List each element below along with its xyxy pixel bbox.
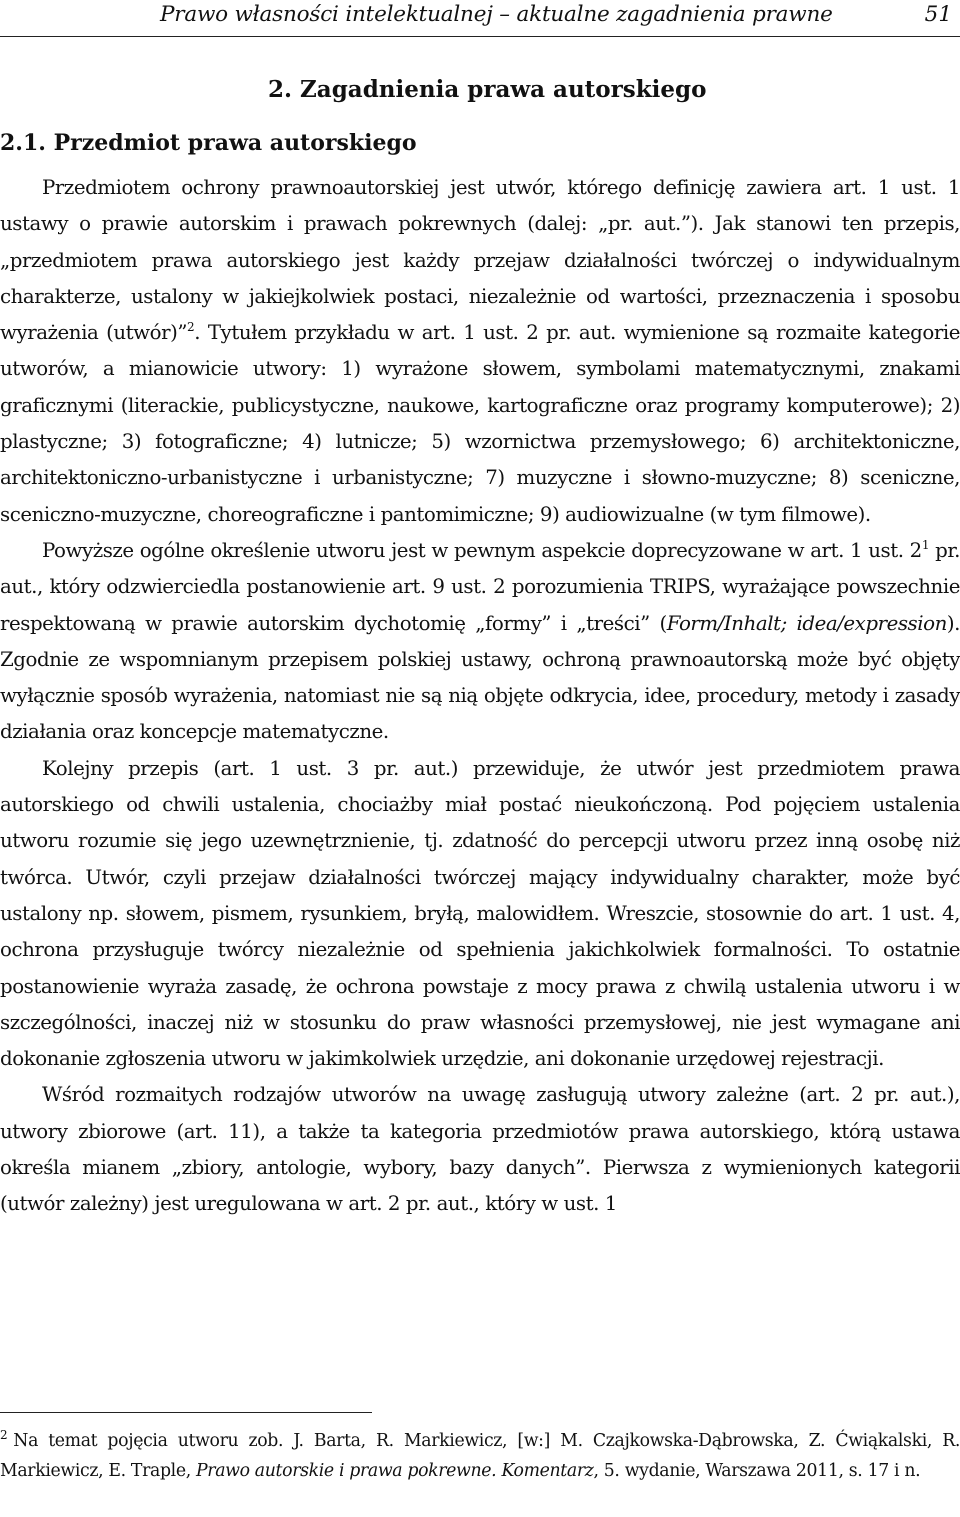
footnote-text-b: , 5. wydanie, Warszawa 2011, s. 17 i n. (593, 1460, 921, 1481)
paragraph-2-italic-term: Form/Inhalt; idea/expression (666, 611, 947, 635)
paragraph-2 (0, 533, 960, 751)
footnote-text-a: Na temat pojęcia utworu zob. J. Barta, R. Markiewicz, [w:] M. Czajkowska-Dąbrowska, Z. Ćwiąkalski, R. Markiewicz, E. Traple, (0, 1431, 960, 1481)
running-title: Prawo własności intelektualnej – aktualne zagadnienia prawne (160, 2, 833, 27)
section-title: 2.1. Przedmiot prawa autorskiego (0, 130, 417, 156)
footnote (0, 1427, 960, 1486)
paragraph-1 (0, 170, 960, 533)
paragraph-1-text-a: Przedmiotem ochrony prawnoautorskiej jest utwór, którego definicję zawiera art. 1 ust. 1 ustawy o prawie autorskim i prawach pokrewnych (dalej: „pr. aut.”). Jak stanowi ten przepis, „przedmiotem prawa autorskiego jest każdy przejaw działalności twórczej o indywidualnym charakterze, ustalony w jakiejkolwiek postaci, niezależnie od wartości, przeznaczenia i sposobu wyrażenia (utwór)” (0, 176, 960, 345)
footnote-book-title: Prawo autorskie i prawa pokrewne. Komentarz (196, 1460, 594, 1481)
paragraph-3: Kolejny przepis (art. 1 ust. 3 pr. aut.) przewiduje, że utwór jest przedmiotem prawa autorskiego od chwili ustalenia, chociażby miał postać nieukończoną. Pod pojęciem ustalenia utworu rozumie się jego uzewnętrznienie, tj. zdatność do percepcji utworu przez inną osobę niż twórca. Utwór, czyli przejaw działalności twórczej mający indywidualny charakter, może być ustalony np. słowem, pismem, rysunkiem, bryłą, malowidłem. Wreszcie, stosownie do art. 1 ust. 4, ochrona przysługuje twórcy niezależnie od spełnienia jakichkolwiek formalności. To ostatnie postanowienie wyraża zasadę, że ochrona powstaje z mocy prawa z chwilą ustalenia utworu i w szczególności, inaczej niż w stosunku do praw własności przemysłowej, nie jest wymagane ani dokonanie zgłoszenia utworu w jakimkolwiek urzędzie, ani dokonanie urzędowej rejestracji. (0, 756, 960, 1071)
paragraph-4: Wśród rozmaitych rodzajów utworów na uwagę zasługują utwory zależne (art. 2 pr. aut.), utwory zbiorowe (art. 11), a także ta kategoria przedmiotów prawa autorskiego, którą ustawa określa mianem „zbiory, antologie, wybory, bazy danych”. Pierwsza z wymienionych kategorii (utwór zależny) jest uregulowana w art. 2 pr. aut., który w ust. 1 (0, 1083, 960, 1216)
paragraph-2-text-c: ). Zgodnie ze wspomnianym przepisem polskiej ustawy, ochroną prawnoautorską może być objęty wyłącznie sposób wyrażenia, natomiast nie są nią objęte odkrycia, idee, procedury, metody i zasady działania oraz koncepcje matematyczne. (0, 611, 960, 744)
paragraph-1-text-b: . Tytułem przykładu w art. 1 ust. 2 pr. aut. wymienione są rozmaite kategorie utworów, a mianowicie utwory: 1) wyrażone słowem, symbolami matematycznymi, znakami graficznymi (literackie, publicystyczne, naukowe, kartograficzne oraz programy komputerowe); 2) plastyczne; 3) fotograficzne; 4) lutnicze; 5) wzornictwa przemysłowego; 6) architektoniczne, architektoniczno-urbanistyczne i urbanistyczne; 7) muzyczne i słowno-muzyczne; 8) sceniczne, sceniczno-muzyczne, choreograficzne i pantomimiczne; 9) audiowizualne (w tym filmowe). (0, 321, 960, 526)
page-number: 51 (924, 2, 952, 27)
paragraph-2-text-b: pr. aut., który odzwierciedla postanowienie art. 9 ust. 2 porozumienia TRIPS, wyrażające powszechnie respektowaną w prawie autorskim dychotomię „formy” i „treści” ( (0, 538, 960, 635)
body-text (0, 170, 960, 1223)
footnote-divider (0, 1412, 372, 1413)
page-header (0, 0, 960, 34)
chapter-title: 2. Zagadnienia prawa autorskiego (268, 76, 707, 103)
footnote-marker: 2 (0, 1428, 8, 1442)
footnote-reference[interactable]: 2 (187, 320, 195, 335)
header-divider (0, 36, 960, 37)
superscript-index: 1 (921, 537, 929, 552)
paragraph-2-text-a: Powyższe ogólne określenie utworu jest w pewnym aspekcie doprecyzowane w art. 1 ust. 2 (42, 538, 922, 562)
